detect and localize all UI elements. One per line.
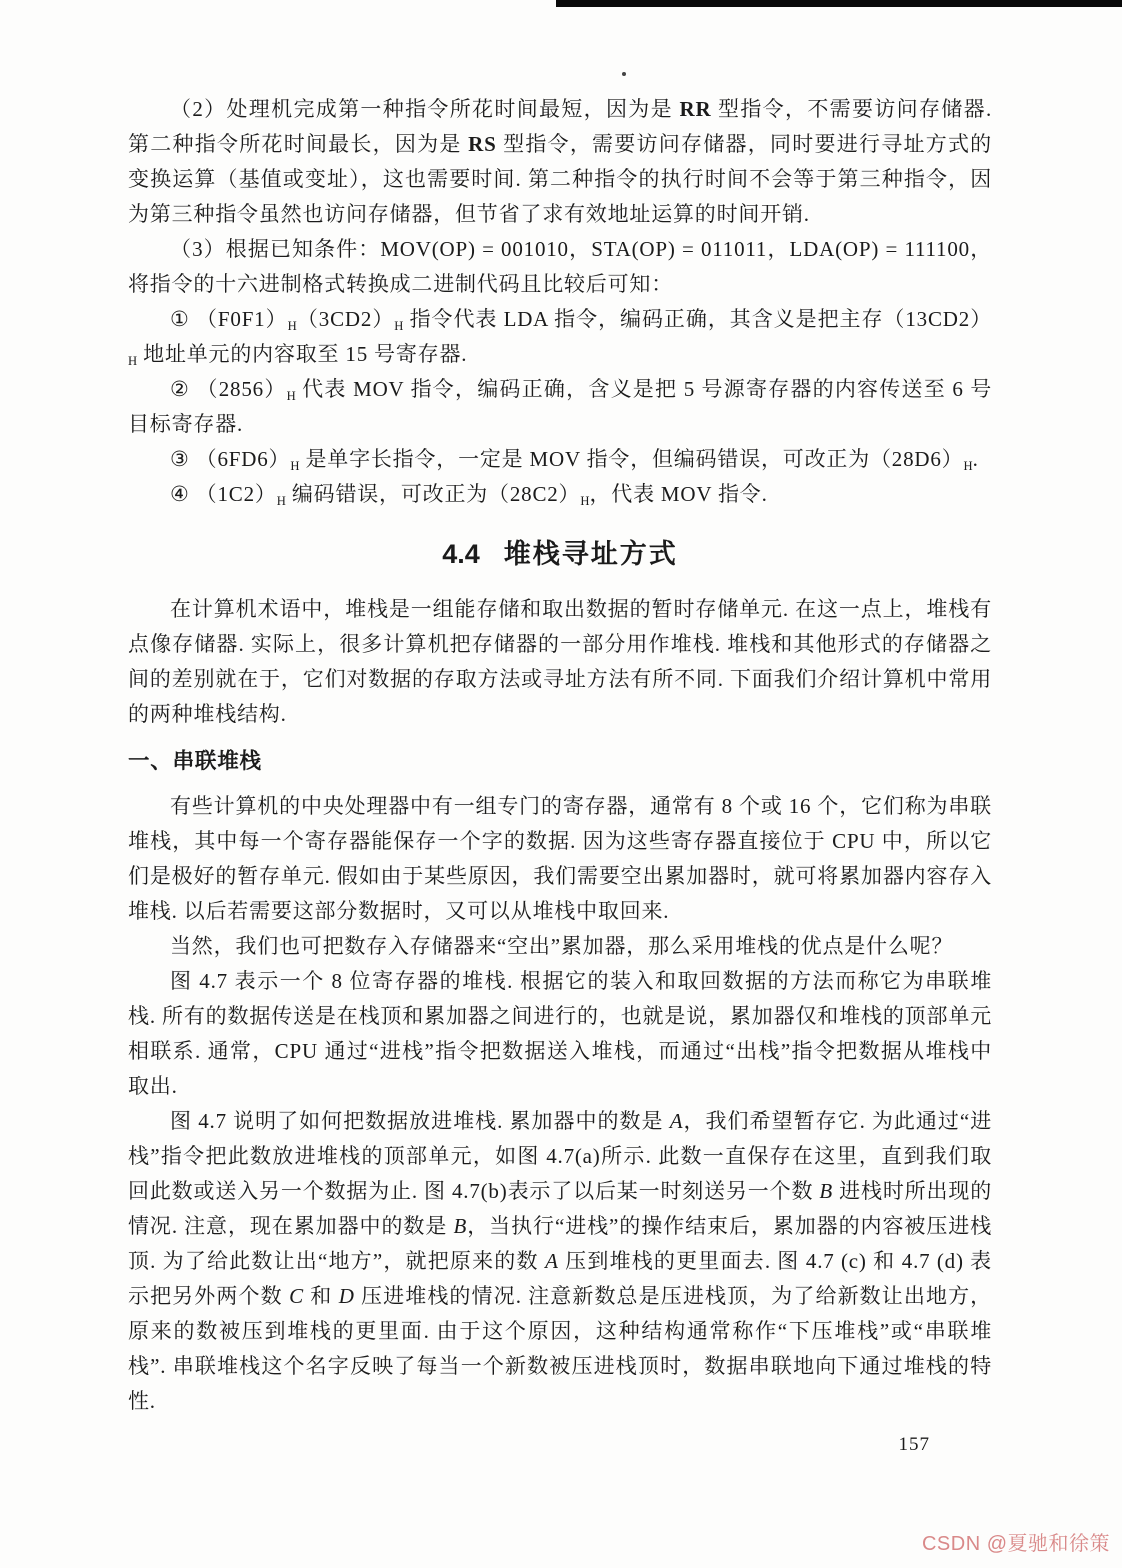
text-segment: B [819, 1179, 834, 1203]
text-segment: RR [679, 97, 712, 121]
text-segment: A [545, 1249, 559, 1273]
paragraph-answer-3: （3）根据已知条件：MOV(OP) = 001010，STA(OP) = 011011，LDA(OP) = 111100，将指令的十六进制格式转换成二进制代码且比较后可知： [128, 237, 992, 296]
text-segment: H [287, 318, 297, 333]
text-segment: ，代表 MOV 指令. [589, 482, 768, 506]
page-content [128, 92, 992, 1462]
list-item-2 [128, 372, 992, 442]
paragraph-fig47-intro: 图 4.7 表示一个 8 位寄存器的堆栈. 根据它的装入和取回数据的方法而称它为串联堆栈. 所有的数据传送是在栈顶和累加器之间进行的，也就是说，累加器仅和堆栈的顶部单元相联系. 通常，CPU 通过“进栈”指令把数据送入堆栈，而通过“出栈”指令把数据从堆栈中取出. [128, 969, 992, 1098]
section-title: 堆栈寻址方式 [503, 539, 678, 569]
text-segment: 进栈时所出现的情况. 注意，现在累加器中的数是 [128, 1179, 992, 1238]
text-segment: H [286, 388, 296, 403]
text-segment: ① （F0F1） [170, 307, 288, 331]
paragraph-answer-2 [128, 92, 992, 232]
section-number: 4.4 [442, 539, 480, 569]
text-segment: ，我们希望暂存它. 为此通过“进栈”指令把此数放进堆栈的顶部单元，如图 4.7(a)所示. 此数一直保存在这里，直到我们取回此数或送入另一个数据为止. 图 4.7(b)表示了以后某一时刻送另一个数 [128, 1109, 992, 1203]
paragraph-stack-intro: 在计算机术语中，堆栈是一组能存储和取出数据的暂时存储单元. 在这一点上，堆栈有点像存储器. 实际上，很多计算机把存储器的一部分用作堆栈. 堆栈和其他形式的存储器之间的差别就在于，它们对数据的存取方法或寻址方法有所不同. 下面我们介绍计算机中常用的两种堆栈结构. [128, 597, 992, 726]
list-item-3 [128, 442, 992, 477]
text-segment: . [972, 447, 979, 471]
subsection-heading: 一、串联堆栈 [128, 749, 262, 773]
text-segment: H [963, 458, 973, 473]
text-segment: H [276, 493, 286, 508]
text-segment: 压到堆栈的更里面去. 图 4.7 (c) 和 4.7 (d) 表示把另外两个数 [128, 1249, 992, 1308]
paragraph-question: 当然，我们也可把数存入存储器来“空出”累加器，那么采用堆栈的优点是什么呢？ [170, 934, 954, 958]
text-segment: （2）处理机完成第一种指令所花时间最短，因为是 [170, 97, 680, 121]
watermark: CSDN @夏驰和徐策 [921, 1533, 1110, 1555]
text-segment: B [453, 1214, 468, 1238]
text-segment: 型指令，需要访问存储器，同时要进行寻址方式的变换运算（基值或变址），这也需要时间. 第二种指令的执行时间不会等于第三种指令，因为第三种指令虽然也访问存储器，但节省了求有效地址运算的时间开销. [128, 132, 992, 226]
text-segment: （3CD2） [296, 307, 395, 331]
text-segment: 型指令，不需要访问存储器. 第二种指令所花时间最长，因为是 [128, 97, 993, 156]
paragraph-registers: 有些计算机的中央处理器中有一组专门的寄存器，通常有 8 个或 16 个，它们称为串联堆栈，其中每一个寄存器能保存一个字的数据. 因为这些寄存器直接位于 CPU 中，所以它们是极好的暂存单元. 假如由于某些原因，我们需要空出累加器时，就可将累加器内容存入堆栈. 以后若需要这部分数据时，又可以从堆栈中取回来. [128, 794, 992, 923]
text-segment: H [394, 318, 404, 333]
text-segment: 是单字长指令，一定是 MOV 指令，但编码错误，可改正为（28D6） [299, 447, 964, 471]
text-segment: 和 [303, 1284, 339, 1308]
text-segment: D [338, 1284, 355, 1308]
text-segment: ③ （6FD6） [170, 447, 291, 471]
text-segment: 指令代表 LDA 指令，编码正确，其含义是把主存（13CD2） [403, 307, 992, 331]
text-segment: H [290, 458, 300, 473]
text-segment: H [580, 493, 590, 508]
text-segment: C [289, 1284, 304, 1308]
text-segment: RS [468, 132, 497, 156]
page-number: 157 [898, 1434, 930, 1455]
text-segment: 压进堆栈的情况. 注意新数总是压进栈顶，为了给新数让出地方，原来的数被压到堆栈的更里面. 由于这个原因，这种结构通常称作“下压堆栈”或“串联堆栈”. 串联堆栈这个名字反映了每当一个新数被压进栈顶时，数据串联地向下通过堆栈的特性. [128, 1284, 992, 1413]
scan-artifact-dot [622, 72, 626, 76]
text-segment: 编码错误，可改正为（28C2） [285, 482, 581, 506]
text-segment: A [669, 1109, 684, 1133]
text-segment: 代表 MOV 指令，编码正确，含义是把 5 号源寄存器的内容传送至 6 号目标寄存器. [128, 377, 992, 436]
list-item-4 [128, 477, 992, 512]
scan-artifact-line [556, 0, 1122, 7]
text-segment: 图 4.7 说明了如何把数据放进堆栈. 累加器中的数是 [170, 1109, 670, 1133]
text-segment: 地址单元的内容取至 15 号寄存器. [137, 342, 468, 366]
text-segment: ④ （1C2） [170, 482, 277, 506]
list-item-1 [128, 302, 992, 372]
text-segment: ，当执行“进栈”的操作结束后，累加器的内容被压进栈顶. 为了给此数让出“地方”，就把原来的数 [128, 1214, 993, 1273]
section-heading [128, 534, 992, 574]
text-segment: ② （2856） [170, 377, 287, 401]
text-segment: H [128, 353, 138, 368]
paragraph-fig47-detail [128, 1104, 992, 1419]
